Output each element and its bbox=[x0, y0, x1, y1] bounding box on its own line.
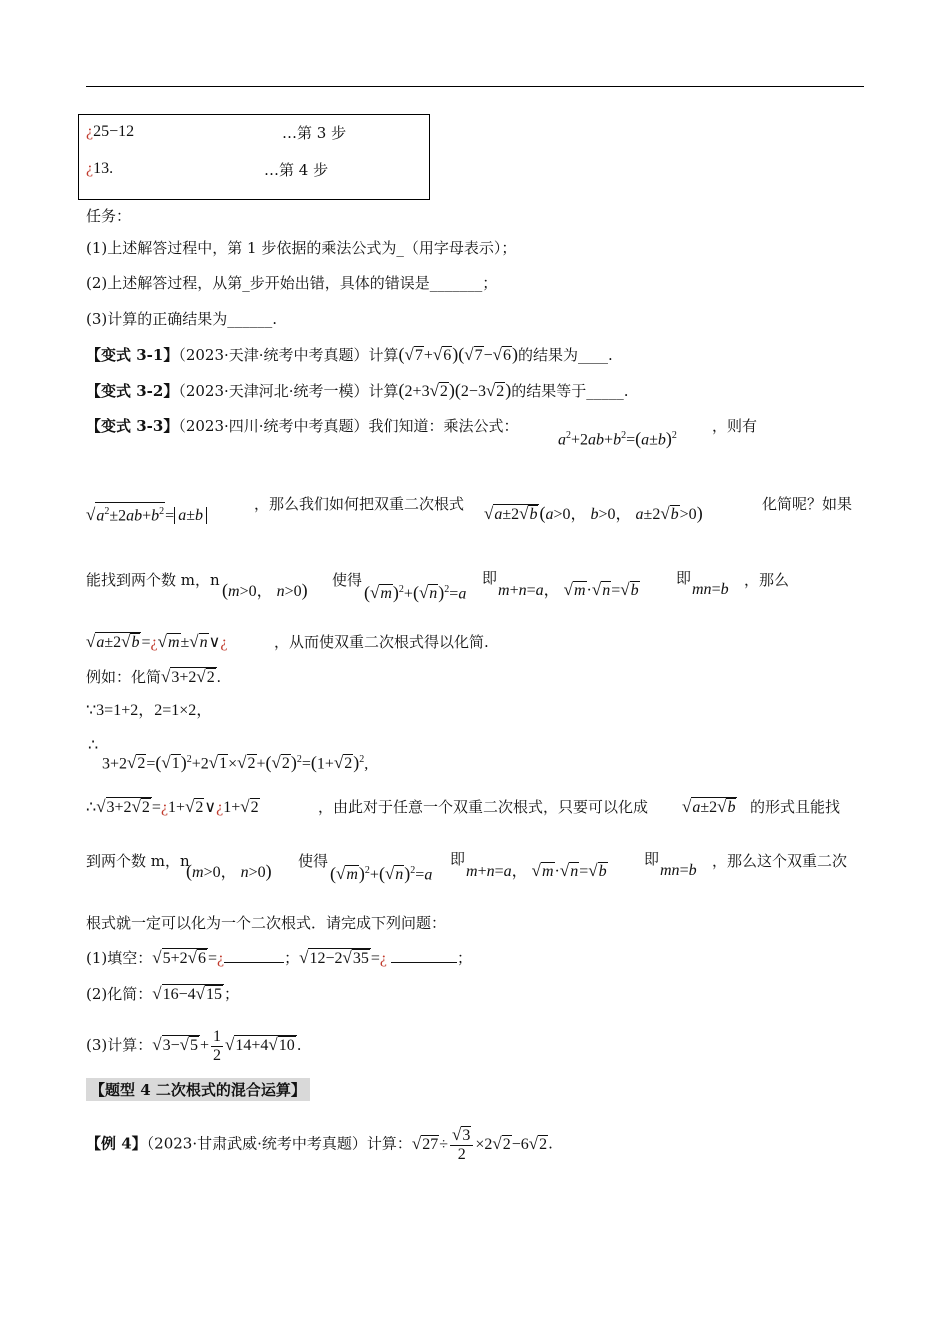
para1-tail: 化简呢？如果 bbox=[762, 495, 853, 513]
task-q3: (3)计算的正确结果为______. bbox=[86, 310, 278, 328]
simplify-question: (2)化简：√16−4√15 ； bbox=[86, 984, 239, 1003]
para4-mid: ，由此对于任意一个双重二次根式，只要可以化成 bbox=[318, 798, 649, 816]
para2-tail: ，那么 bbox=[744, 571, 790, 589]
formula-square: $a^2+2ab+b^2=(a\pm b)^2$ bbox=[558, 428, 677, 449]
example-lead: 例如：化简√3+2√2 . bbox=[86, 667, 221, 686]
para6: 根式就一定可以化为一个二次根式．请完成下列问题： bbox=[86, 914, 447, 932]
para2-ji2: 即 bbox=[676, 569, 692, 587]
box-line2-step: …第 4 步 bbox=[264, 161, 329, 179]
para5-eq2: m+n=a， √m·√n=√b bbox=[466, 861, 607, 880]
para1-mid: ，那么我们如何把双重二次根式 bbox=[254, 495, 465, 513]
example-therefore-sym: ∴ bbox=[88, 737, 99, 754]
task-title: 任务： bbox=[86, 207, 132, 225]
double-radical: √a±2√b (a>0， b>0， a±2√b>0) bbox=[484, 503, 703, 523]
variant-3-2: 【变式 3-2】（2023·天津河北·统考一模）计算(2+3√2)(2−3√2)的结果等于_____. bbox=[86, 380, 629, 400]
para5-ji: 即 bbox=[450, 850, 466, 868]
para1-formula: $√a^2\pm 2ab+b^2= a\pm b$ bbox=[86, 502, 207, 526]
para5-lead: 到两个数 m，n bbox=[86, 852, 190, 870]
variant-3-1: 【变式 3-1】（2023·天津·统考中考真题）计算(√7+√6)(√7−√6)的结果为____. bbox=[86, 344, 613, 364]
task-q1: (1)上述解答过程中，第 1 步依据的乘法公式为_（用字母表示）； bbox=[86, 239, 517, 257]
header-rule bbox=[86, 86, 864, 87]
para2-ji: 即 bbox=[482, 569, 498, 587]
para2-eq2: m+n=a， √m·√n=√b bbox=[498, 580, 639, 599]
para2-used: 使得 bbox=[332, 571, 363, 589]
para5-ji2: 即 bbox=[644, 850, 660, 868]
compute-question: (3)计算：√3−√5 + $\frac{1}{2}$ √14+4√10 . bbox=[86, 1028, 302, 1064]
para5-tail: ，那么这个双重二次 bbox=[712, 852, 848, 870]
para3-formula: √a±2√b =¿√m±√n∨¿ bbox=[86, 632, 228, 651]
para4-tail: 的形式且能找 bbox=[750, 798, 841, 816]
para2-eq: $(√m)^2+(√n)^2=a$ bbox=[364, 582, 467, 603]
para5-used: 使得 bbox=[298, 852, 329, 870]
para3-tail: ，从而使双重二次根式得以化简. bbox=[274, 633, 489, 651]
box-line1-step: …第 3 步 bbox=[282, 124, 347, 142]
variant-3-3-tail: ，则有 bbox=[712, 417, 758, 435]
para2-cond: (m>0， n>0) bbox=[222, 580, 308, 600]
variant-3-3: 【变式 3-3】（2023·四川·统考中考真题）我们知道：乘法公式： bbox=[86, 417, 519, 435]
para2-lead: 能找到两个数 m，n bbox=[86, 571, 220, 589]
example-step: $3+2√2=(√1)^2+2√1\times√2+(√2)^2=(1+√2)^2$, bbox=[102, 752, 369, 773]
example-result: ∴√3+2√2 =¿1+√2∨¿1+√2 bbox=[86, 797, 259, 816]
task-q2: (2)上述解答过程，从第_步开始出错，具体的错误是_______； bbox=[86, 274, 498, 292]
fill-question: (1)填空：√5+2√6 =¿ ；√12−2√35 =¿ ； bbox=[86, 948, 472, 967]
para5-eq3: mn=b bbox=[660, 862, 697, 879]
section-heading: 【题型 4 二次根式的混合运算】 bbox=[86, 1078, 310, 1101]
example-4: 【例 4】（2023·甘肃武威·统考中考真题）计算：√27÷ $\frac{√3}{2}$ ×2√2−6√2. bbox=[86, 1125, 553, 1163]
para5-cond: (m>0， n>0) bbox=[186, 861, 272, 881]
para4-form: √a±2√b bbox=[682, 797, 736, 816]
box-line2-expr: ¿13. bbox=[86, 160, 114, 177]
example-because: ∵3=1+2，2=1×2， bbox=[86, 702, 213, 719]
para5-eq: $(√m)^2+(√n)^2=a$ bbox=[330, 863, 433, 884]
box-line1-expr: ¿25−12 bbox=[86, 123, 135, 140]
para2-eq3: mn=b bbox=[692, 581, 729, 598]
